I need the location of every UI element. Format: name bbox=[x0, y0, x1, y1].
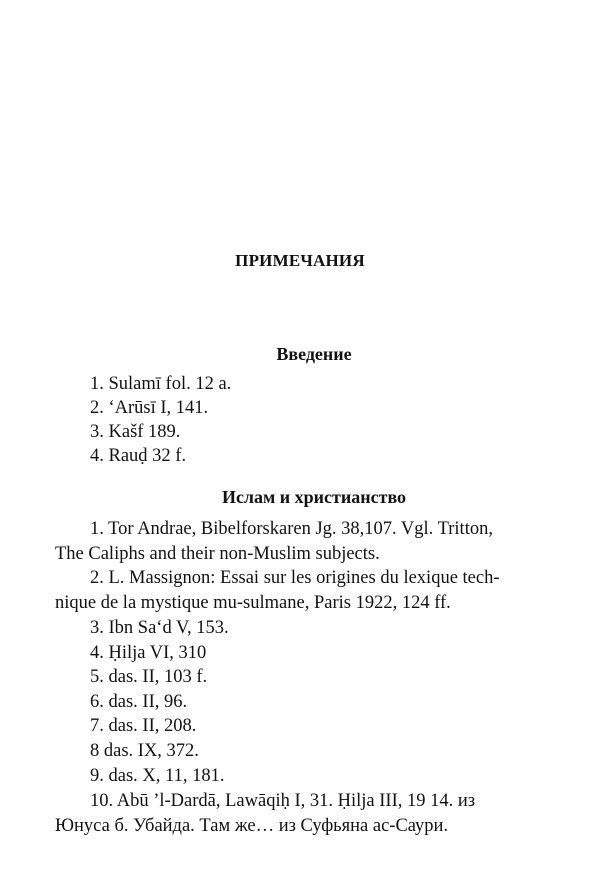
note-item: 3. Ibn Sa‘d V, 153. bbox=[90, 618, 229, 638]
note-first-line: 10. Abū ’l-Dardā, Lawāqiḥ I, 31. Ḥilja III, 19 14. из bbox=[90, 791, 476, 811]
note-item bbox=[55, 789, 551, 838]
note-item bbox=[55, 517, 551, 566]
note-item: 7. das. II, 208. bbox=[90, 716, 197, 736]
note-item: 1. Sulamī fol. 12 a. bbox=[90, 374, 232, 394]
note-item: 2. ‘Arūsī I, 141. bbox=[90, 398, 209, 418]
note-first-line: 1. Tor Andrae, Bibelforskaren Jg. 38,107. Vgl. Tritton, bbox=[90, 519, 493, 539]
note-item: 4. Rauḍ 32 f. bbox=[90, 446, 187, 466]
section-heading-islam-and-christianity: Ислам и христианство bbox=[221, 487, 407, 507]
note-item bbox=[55, 566, 551, 615]
note-item: 5. das. II, 103 f. bbox=[90, 667, 208, 687]
note-first-line: 2. L. Massignon: Essai sur les origines du lexique tech- bbox=[90, 568, 500, 588]
note-item: 8 das. IX, 372. bbox=[90, 741, 199, 761]
note-continuation-line: The Caliphs and their non-Muslim subjects. bbox=[55, 543, 380, 564]
note-item: 4. Ḥilja VI, 310 bbox=[90, 643, 207, 663]
section-heading-introduction: Введение bbox=[276, 344, 352, 364]
note-continuation-line: Юнуса б. Убайда. Там же… из Суфьяна ас-Саури. bbox=[55, 815, 449, 836]
page-title: ПРИМЕЧАНИЯ bbox=[235, 251, 365, 270]
note-continuation-line: nique de la mystique mu-sulmane, Paris 1922, 124 ff. bbox=[55, 592, 451, 613]
note-item: 9. das. X, 11, 181. bbox=[90, 766, 225, 786]
note-item: 6. das. II, 96. bbox=[90, 692, 188, 712]
note-item: 3. Kašf 189. bbox=[90, 422, 181, 442]
